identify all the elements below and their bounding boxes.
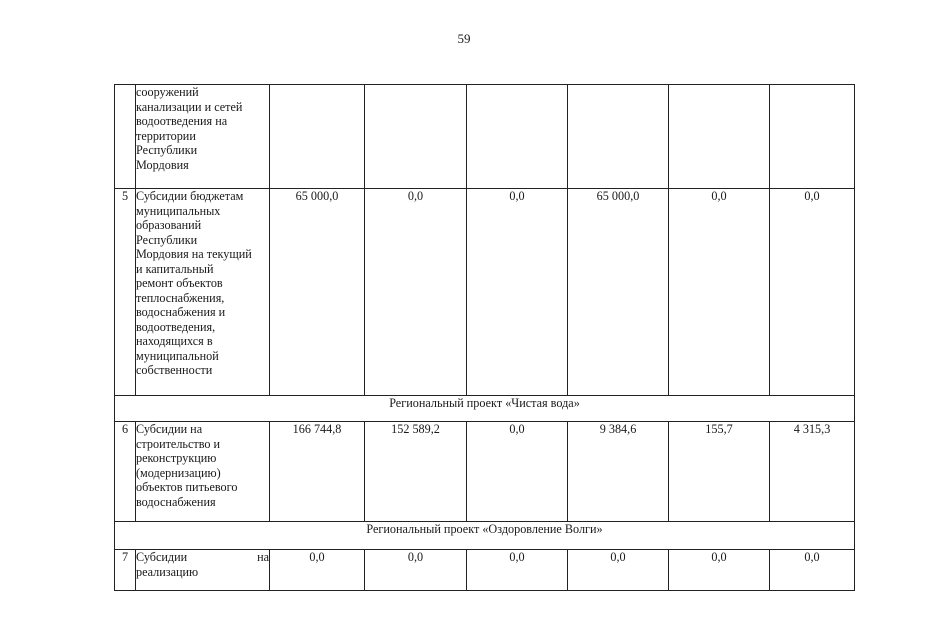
value-cell: 9 384,6 [568,422,669,522]
row-index-cell: 7 [115,550,136,591]
value-cell: 0,0 [365,189,467,396]
row-name-cell [136,422,270,522]
name-line: реализацию [136,564,199,579]
value-cell: 0,0 [270,550,365,591]
row-index-cell: 6 [115,422,136,522]
name-line: водоотведения на [136,114,228,128]
name-line: собственности [136,363,213,377]
value-cell [467,85,568,189]
section-title: Региональный проект «Чистая вода» [115,396,855,422]
value-cell: 0,0 [467,189,568,396]
value-cell: 0,0 [467,550,568,591]
row-index-cell [115,85,136,189]
value-cell: 0,0 [365,550,467,591]
name-line: Мордовия на текущий [136,247,252,261]
name-line: водоотведения, [136,319,216,334]
table-row [115,422,855,522]
name-line: строительство и [136,436,221,451]
row-name-cell [136,189,270,396]
name-word: на [257,550,269,564]
value-cell [270,85,365,189]
name-line: Субсидии бюджетам [136,189,244,203]
name-line: канализации и сетей [136,99,243,114]
value-cell: 152 589,2 [365,422,467,522]
name-line: сооружений [136,85,199,99]
value-cell: 155,7 [669,422,770,522]
value-cell: 0,0 [568,550,669,591]
name-line: муниципальной [136,348,219,363]
name-line: муниципальных [136,203,221,218]
row-name-cell [136,85,270,189]
name-line: Республики [136,143,198,157]
name-line: находящихся в [136,334,213,348]
name-line: водоснабжения [136,494,216,509]
table-row [115,189,855,396]
name-line: Мордовия [136,157,189,172]
value-cell: 4 315,3 [770,422,855,522]
name-line: теплоснабжения, [136,290,225,305]
name-line: Республики [136,232,198,247]
name-line: реконструкцию [136,451,217,465]
value-cell: 0,0 [669,550,770,591]
value-cell: 166 744,8 [270,422,365,522]
value-cell: 65 000,0 [568,189,669,396]
value-cell: 0,0 [669,189,770,396]
row-index-cell: 5 [115,189,136,396]
value-cell: 0,0 [467,422,568,522]
name-line: территории [136,128,196,143]
value-cell: 0,0 [770,189,855,396]
name-line: и капитальный [136,261,214,276]
name-line: образований [136,218,202,232]
name-line: объектов питьевого [136,480,238,494]
section-row [115,396,855,422]
name-line: (модернизацию) [136,465,221,480]
value-cell [669,85,770,189]
name-line [136,550,269,565]
budget-table [114,84,855,591]
page-number: 59 [457,31,471,46]
table-row [115,550,855,591]
name-line: Субсидии на [136,422,203,436]
value-cell: 65 000,0 [270,189,365,396]
value-cell: 0,0 [770,550,855,591]
value-cell [568,85,669,189]
name-word: Субсидии [136,550,188,564]
name-line: ремонт объектов [136,276,223,290]
section-title: Региональный проект «Оздоровление Волги» [115,522,855,550]
row-name-cell [136,550,270,591]
name-line: водоснабжения и [136,305,226,319]
value-cell [770,85,855,189]
value-cell [365,85,467,189]
table-row [115,85,855,189]
section-row [115,522,855,550]
